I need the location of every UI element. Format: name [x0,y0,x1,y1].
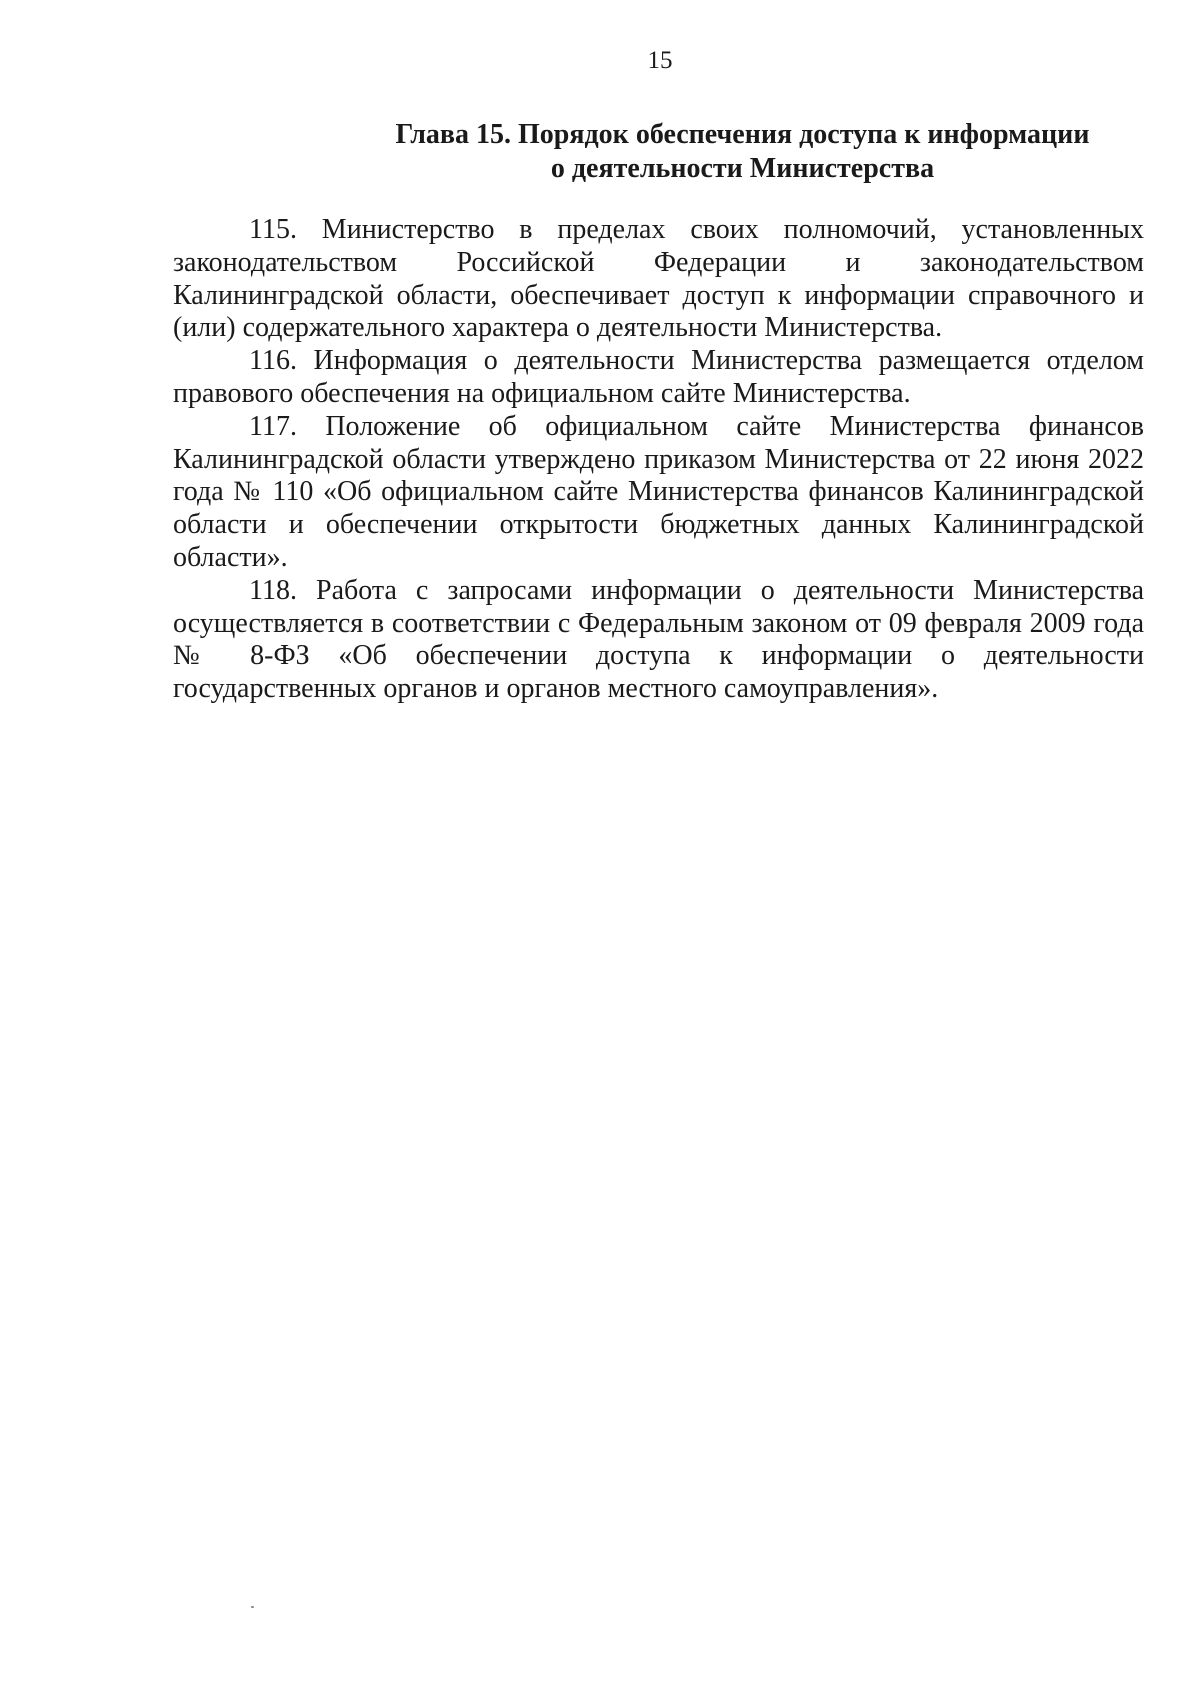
chapter-title-line-2: о деятельности Министерства [550,153,935,184]
paragraph-116: 116. Информация о деятельности Министерства размещается отделом правового обеспечения на официальном сайте Министерства. [173,345,1144,409]
paragraph-118: 118. Работа с запросами информации о деятельности Министерства осуществляется в соответствии с Федеральным законом от 09 февраля 2009 года № 8-ФЗ «Об обеспечении доступа к информации о деятельности государственных органов и органов местного самоуправления». [173,574,1144,705]
paragraph-117: 117. Положение об официальном сайте Министерства финансов Калининградской области утверждено приказом Министерства от 22 июня 2022 года № 110 «Об официальном сайте Министерства финансов Калининградской области и обеспечении открытости бюджетных данных Калининградской области». [173,410,1144,573]
chapter-title-line-1: Глава 15. Порядок обеспечения доступа к информации [395,119,1090,150]
chapter-title [170,118,1200,186]
paragraph-115: 115. Министерство в пределах своих полномочий, установленных законодательством Российской Федерации и законодательством Калининградской области, обеспечивает доступ к информации справочного и (или) содержательного характера о деятельности Министерства. [173,214,1144,344]
scan-speck [251,1606,254,1608]
page-number: 15 [647,47,673,74]
body-text [173,214,1144,706]
